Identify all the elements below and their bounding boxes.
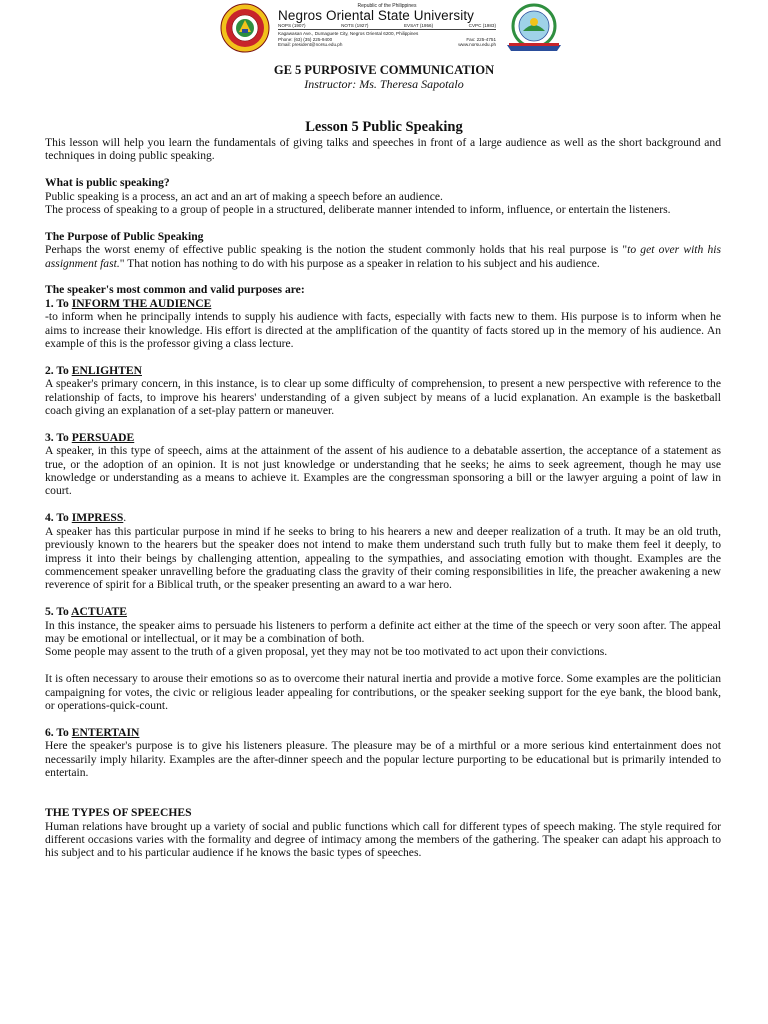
purpose-5-text-1: In this instance, the speaker aims to persuade his listeners to perform a definite act either at the time of the speech or very soon after. The appeal may be emotional or intellectual, or it may be a combination of both.: [45, 618, 721, 645]
phone: Phone: (63) (35) 225-9400: [278, 36, 333, 42]
purpose-5-number: 5. To: [45, 605, 72, 619]
purpose-6-heading: [45, 726, 721, 739]
purpose-4-heading: [45, 511, 721, 524]
intro-paragraph: This lesson will help you learn the fundamentals of giving talks and speeches in front of a large audience as well as the short background and techniques in doing public speaking.: [45, 136, 721, 163]
what-heading: What is public speaking?: [45, 176, 170, 190]
purpose-5-text-3: It is often necessary to arouse their emotions so as to overcome their natural inertia and provide a motive force. Some examples are the politician campaigning for votes, the civic or religious leader appealing for contributions, or the speaker seeking support for the eye bank, the blood bank, or operations-quick-count.: [45, 672, 721, 712]
code-nops: NOPS (1907): [278, 23, 306, 28]
letterhead-rule: [278, 29, 496, 30]
purpose-2-heading: [45, 364, 721, 377]
purpose-2-number: 2. To: [45, 363, 72, 377]
contact-row-3: [278, 42, 496, 47]
address: Kagawasan Ave., Dumaguete City, Negros Oriental 6200, Philippines: [278, 31, 419, 37]
purpose-6-number: 6. To: [45, 725, 72, 739]
document-body: [45, 136, 721, 860]
purpose-2-text: A speaker's primary concern, in this instance, is to clear up some difficulty of comprehension, to present a new perspective with reference to the relationship of facts, to improve his hearers' understanding of a given subject by means of a lucid explanation. An example is the basketball coach giving an explanation of a set-play pattern or maneuver.: [45, 377, 721, 418]
purpose-6-text: Here the speaker's purpose is to give his listeners pleasure. The pleasure may be of a mirthful or a more serious kind entertainment does not necessarily imply hilarity. Examples are the after-dinner speech and the popular lecture purporting to be educational but is primarily intended to entertain.: [45, 739, 721, 779]
purpose-1-label: INFORM THE AUDIENCE: [71, 296, 212, 310]
types-heading: THE TYPES OF SPEECHES: [45, 806, 192, 820]
university-name: Negros Oriental State University: [278, 8, 475, 23]
what-paragraph-2: The process of speaking to a group of people in a structured, deliberate manner intended to inform, influence, or entertain the listeners.: [45, 203, 671, 217]
purpose-3-label: PERSUADE: [71, 430, 135, 444]
purpose-paragraph: [45, 243, 721, 270]
purpose-5-text-2: Some people may assent to the truth of a given proposal, yet they may not be too motivated to act upon their convictions.: [45, 645, 608, 659]
purpose-3-number: 3. To: [45, 430, 72, 444]
purpose-text-a: Perhaps the worst enemy of effective public speaking is the notion the student commonly holds that his real purpose is ": [45, 243, 628, 257]
letterhead: [218, 3, 564, 53]
purpose-1-number: 1. To: [45, 296, 72, 310]
code-evsat: EVSAT (1956): [403, 23, 434, 28]
purpose-5-label: ACTUATE: [71, 605, 127, 619]
republic-line: Republic of the Philippines: [357, 3, 417, 9]
lesson-title: Lesson 5 Public Speaking: [305, 119, 463, 135]
email: Email: president@norsu.edu.ph: [278, 42, 343, 48]
purpose-4-number: 4. To: [45, 511, 72, 525]
code-cvpc: CVPC (1983): [468, 23, 496, 28]
purpose-6-label: ENTERTAIN: [71, 725, 140, 739]
letterhead-text: [278, 3, 496, 48]
purpose-1-text: -to inform when he principally intends to supply his audience with facts, especially with facts new to them. His purpose is to inform when he aims to increase their knowledge. His effort is directed at the amplification of the quantity of facts stored up in the memory of his audience. An example of this is the professor giving a class lecture.: [45, 310, 721, 351]
college-seal-logo: [503, 3, 565, 53]
what-paragraph-1: Public speaking is a process, an act and an art of making a speech before an audience.: [45, 189, 443, 203]
campus-codes: [278, 23, 496, 28]
purpose-3-text: A speaker, in this type of speech, aims at the attainment of the assent of his audience to a debatable assertion, the acceptance of a statement as true, or the adoption of an opinion. It is not just knowledge or understanding that he seeks; he aims to seek agreement, though he may use knowledge or understanding as a means to achieve it. Examples are the congressman sponsoring a bill or the lawyer arguing a point of law in court.: [45, 444, 721, 498]
types-paragraph: Human relations have brought up a variety of social and public functions which call for different types of speech making. The style required for different occasions varies with the formality and degree of intimacy among the members of the gathering. The speaker can adapt his approach to his subject and to his particular audience if he knows the basic types of speeches.: [45, 819, 721, 860]
purposes-heading: The speaker's most common and valid purposes are:: [45, 283, 305, 297]
purpose-5-heading: [45, 605, 721, 618]
fax: Fax: 225-4751: [466, 36, 496, 42]
course-title: GE 5 PURPOSIVE COMMUNICATION: [273, 63, 495, 77]
purpose-heading: The Purpose of Public Speaking: [45, 229, 204, 243]
code-nots: NOTS (1927): [341, 23, 369, 28]
purpose-text-italic: to get over with his assignment fast.: [45, 243, 721, 270]
purpose-1-heading: [45, 297, 721, 310]
university-seal-logo: [218, 3, 272, 53]
purpose-4-period: .: [123, 511, 127, 525]
instructor-line: Instructor: Ms. Theresa Sapotalo: [304, 77, 464, 91]
website: www.norsu.edu.ph: [458, 42, 496, 48]
purpose-text-b: " That notion has nothing to do with his purpose as a speaker in relation to his subject and his audience.: [119, 256, 600, 270]
purpose-2-label: ENLIGHTEN: [71, 363, 142, 377]
purpose-4-text: A speaker has this particular purpose in mind if he seeks to bring to his hearers a new and deeper realization of a truth. It may be an old truth, previously known to the hearers but the speaker does not intend to make them understand such truth fully but to make them feel it deeply, to impress it into their beings by challenging attention, appealing to the sympathies, and associating emotion with thought. Examples are the commencement speaker unravelling before the graduating class the gravity of their coming responsibilities in life, the preacher awakening a new reverence of spirit for a Biblical truth, or the speaker presenting an award to a war hero.: [45, 524, 721, 592]
purpose-3-heading: [45, 431, 721, 444]
purpose-4-label: IMPRESS: [71, 511, 124, 525]
